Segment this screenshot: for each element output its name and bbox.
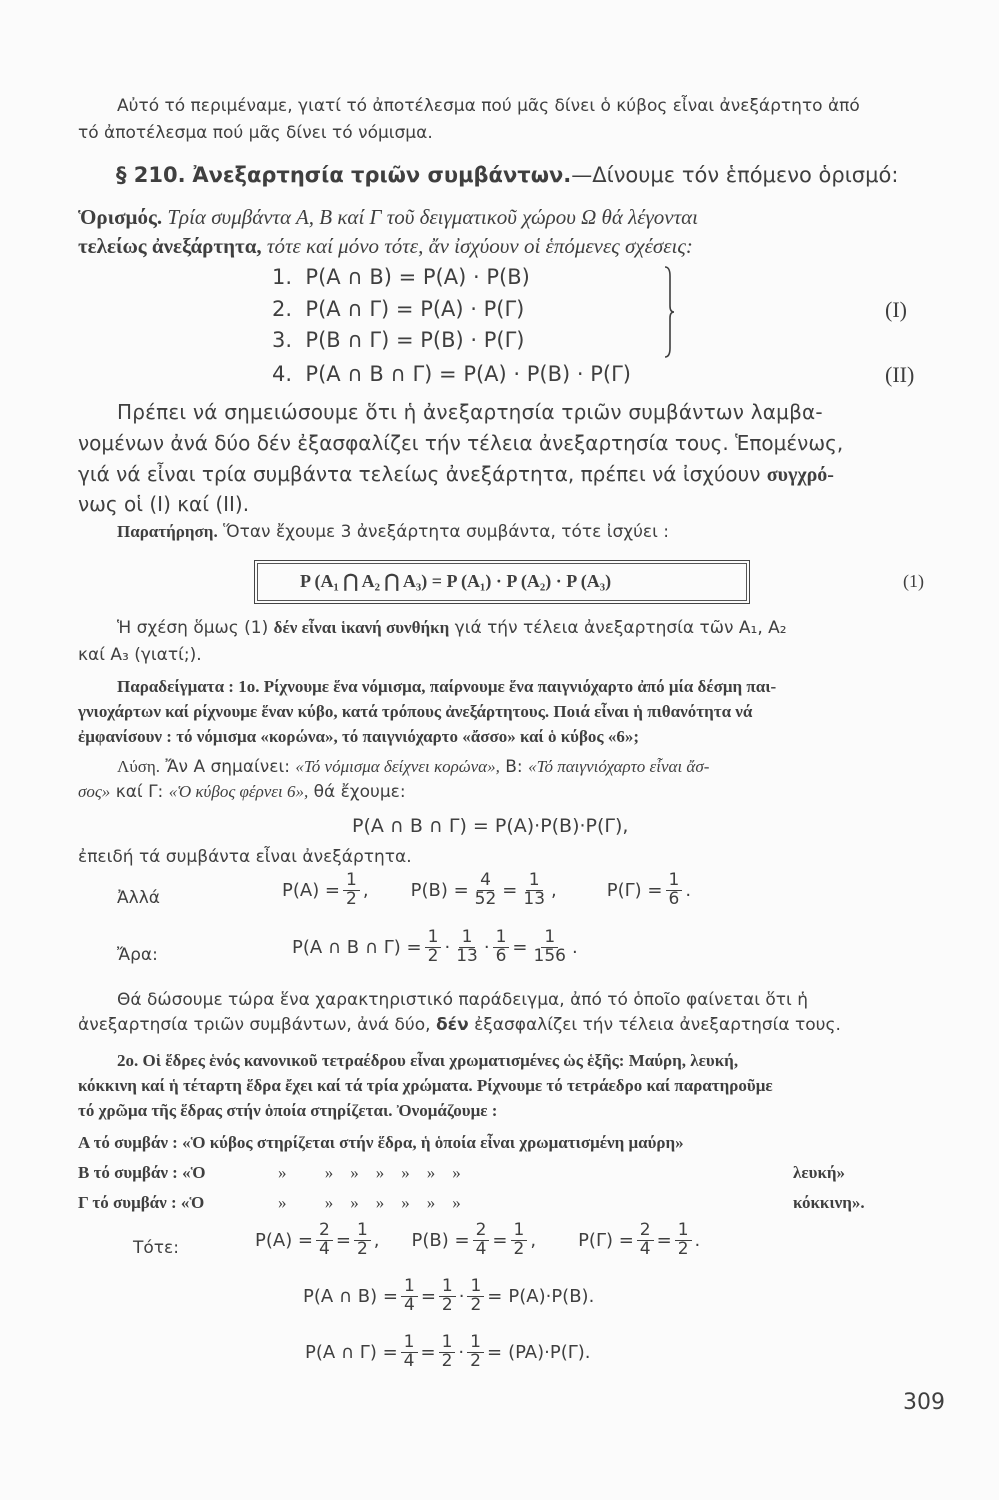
solution-label: Λύση. xyxy=(117,757,161,776)
then-row-2: P(A ∩ Γ) = $\frac{1}{4}$ = $\frac{1}{2}$ · $\frac{1}{2}$ = (PA)·P(Γ). xyxy=(305,1332,591,1371)
remark-text: Ὅταν ἔχουμε 3 ἀνεξάρτητα συμβάντα, τότε ἰσχύει : xyxy=(223,522,669,542)
solution-line-2: σος» καί Γ: «Ὁ κύβος φέρνει 6», θά ἔχουμε: xyxy=(78,782,406,802)
equation-tag-I: (I) xyxy=(885,297,907,322)
equation-4: 4. P(A ∩ B ∩ Γ) = P(A) · P(B) · P(Γ) xyxy=(272,362,631,386)
event-G-label: Γ τό συμβάν : «Ὁ xyxy=(78,1193,205,1212)
ex2-line-1: 2ο. Οἱ ἕδρες ἑνός κανονικοῦ τετραέδρου εἶναι χρωματισμένες ὡς ἑξῆς: Μαύρη, λευκή, xyxy=(117,1051,739,1070)
para2-line-1: Ἡ σχέση ὅμως (1) δέν εἶναι ἱκανή συνθήκη γιά τήν τέλεια ἀνεξαρτησία τῶν A₁, A₂ xyxy=(117,618,787,638)
para3-bold: δέν xyxy=(435,1015,469,1035)
examples-label: Παραδείγματα : xyxy=(117,677,234,696)
then-label: Τότε: xyxy=(133,1238,179,1258)
definition-text-2: τότε καί μόνο τότε, ἄν ἰσχύουν οἱ ἑπόμενες σχέσεις: xyxy=(266,234,693,258)
intro-line-1: Αὐτό τό περιμέναμε, γιατί τό ἀποτέλεσμα πού μᾶς δίνει ὁ κύβος εἶναι ἀνεξάρτητο ἀπό xyxy=(117,96,860,116)
definition-line-1 xyxy=(78,205,698,230)
para2-line-2: καί A₃ (γιατί;). xyxy=(78,645,202,665)
para3-line-1: Θά δώσουμε τώρα ἕνα χαρακτηριστικό παράδειγμα, ἀπό τό ὁποῖο φαίνεται ὅτι ἡ xyxy=(117,990,808,1010)
para1-line-4: νως οἱ (I) καί (II). xyxy=(78,492,250,516)
equation-tag-II: (II) xyxy=(885,362,915,387)
page-number: 309 xyxy=(903,1390,945,1415)
para1-bold-sync: συγχρό- xyxy=(766,464,834,486)
equation-2: 2. P(A ∩ Γ) = P(A) · P(Γ) xyxy=(272,297,525,321)
para1-line-1: Πρέπει νά σημειώσουμε ὅτι ἡ ἀνεξαρτησία τριῶν συμβάντων λαμβα- xyxy=(117,400,823,424)
section-title: Ἀνεξαρτησία τριῶν συμβάντων. xyxy=(192,163,572,187)
equation-1: 1. P(A ∩ B) = P(A) · P(B) xyxy=(272,265,530,289)
then-row-1: P(A ∩ B) = $\frac{1}{4}$ = $\frac{1}{2}$ · $\frac{1}{2}$ = P(A)·P(B). xyxy=(303,1276,595,1315)
definition-line-2 xyxy=(78,234,693,259)
but-probabilities: P(A) = $\frac{1}{2}$ , P(B) = $\frac{4}{52}$ = $\frac{1}{13}$ , P(Γ) = $\frac{1}{6}$ . xyxy=(282,870,692,909)
section-rest: —Δίνουμε τόν ἑπόμενο ὁρισμό: xyxy=(571,163,899,187)
event-B-ditto: » » » » » » » xyxy=(278,1163,461,1182)
event-B-label: Β τό συμβάν : «Ὁ xyxy=(78,1163,206,1182)
event-G-ditto: » » » » » » » xyxy=(278,1193,461,1212)
definition-bold: τελείως ἀνεξάρτητα, xyxy=(78,234,262,258)
but-label: Ἀλλά xyxy=(117,888,160,908)
right-brace xyxy=(664,266,674,358)
para2-bold: δέν εἶναι ἱκανή συνθήκη xyxy=(273,618,450,637)
event-G-end: κόκκινη». xyxy=(793,1193,865,1212)
boxed-equation: P (A₁ ⋂ A₂ ⋂ A₃) = P (A₁) · P (A₂) · P (A₃) xyxy=(300,571,612,591)
remark-label: Παρατήρηση. xyxy=(117,522,218,541)
intro-line-2: τό ἀποτέλεσμα πού μᾶς δίνει τό νόμισμα. xyxy=(78,123,433,143)
then-probabilities: P(A) = $\frac{2}{4}$ = $\frac{1}{2}$ , P(B) = $\frac{2}{4}$ = $\frac{1}{2}$ , P(Γ) = $\frac{2}{4}$ = $\frac{1}{2}$ . xyxy=(255,1220,701,1259)
examples-line-1: Παραδείγματα : 1ο. Ρίχνουμε ἕνα νόμισμα, παίρνουμε ἕνα παιγνιόχαρτο ἀπό μία δέσμη παι- xyxy=(117,677,777,696)
solution-line-1: Λύση. Ἄν Α σημαίνει: «Τό νόμισμα δείχνει κορώνα», Β: «Τό παιγνιόχαρτο εἶναι ἄσ- xyxy=(117,757,710,777)
equation-3: 3. P(B ∩ Γ) = P(B) · P(Γ) xyxy=(272,328,525,352)
solution-equation: P(A ∩ B ∩ Γ) = P(A)·P(B)·P(Γ), xyxy=(352,815,629,837)
section-number: § 210. xyxy=(116,163,186,187)
solution-since: ἐπειδή τά συμβάντα εἶναι ἀνεξάρτητα. xyxy=(78,847,412,867)
ex2-line-3: τό χρῶμα τῆς ἕδρας στήν ὁποία στηρίζεται. Ὀνομάζουμε : xyxy=(78,1101,498,1120)
definition-label: Ὁρισμός. xyxy=(78,205,163,229)
section-heading xyxy=(116,163,898,187)
remark xyxy=(117,522,669,542)
para1-line-2: νομένων ἀνά δύο δέν ἐξασφαλίζει τήν τέλεια ἀνεξαρτησία τους. Ἑπομένως, xyxy=(78,431,844,455)
examples-line-3: ἐμφανίσουν : τό νόμισμα «κορώνα», τό παιγνιόχαρτο «ἄσσο» καί ὁ κύβος «6»; xyxy=(78,727,639,746)
para3-line-2: ἀνεξαρτησία τριῶν συμβάντων, ἀνά δύο, δέν ἐξασφαλίζει τήν τέλεια ἀνεξαρτησία τους. xyxy=(78,1015,841,1035)
thus-equation: P(A ∩ B ∩ Γ) = $\frac{1}{2}$ · $\frac{1}{13}$ · $\frac{1}{6}$ = $\frac{1}{156}$ . xyxy=(292,927,578,966)
thus-label: Ἄρα: xyxy=(117,945,158,965)
definition-text-1: Τρία συμβάντα Α, Β καί Γ τοῦ δειγματικοῦ χώρου Ω θά λέγονται xyxy=(167,205,698,229)
event-B-end: λευκή» xyxy=(793,1163,846,1182)
examples-line-2: γνιοχάρτων καί ρίχνουμε ἕναν κύβο, κατά τρόπους ἀνεξάρτητους. Ποιά εἶναι ἡ πιθανότητα νά xyxy=(78,702,753,721)
ex2-line-2: κόκκινη καί ἡ τέταρτη ἕδρα ἔχει καί τά τρία χρώματα. Ρίχνουμε τό τετράεδρο καί παρατηροῦμε xyxy=(78,1076,773,1095)
para1-line-3: γιά νά εἶναι τρία συμβάντα τελείως ἀνεξάρτητα, πρέπει νά ἰσχύουν συγχρό- xyxy=(78,462,834,486)
event-A: Α τό συμβάν : «Ὁ κύβος στηρίζεται στήν ἕδρα, ἡ ὁποία εἶναι χρωματισμένη μαύρη» xyxy=(78,1133,684,1152)
boxed-equation-tag: (1) xyxy=(903,571,924,591)
